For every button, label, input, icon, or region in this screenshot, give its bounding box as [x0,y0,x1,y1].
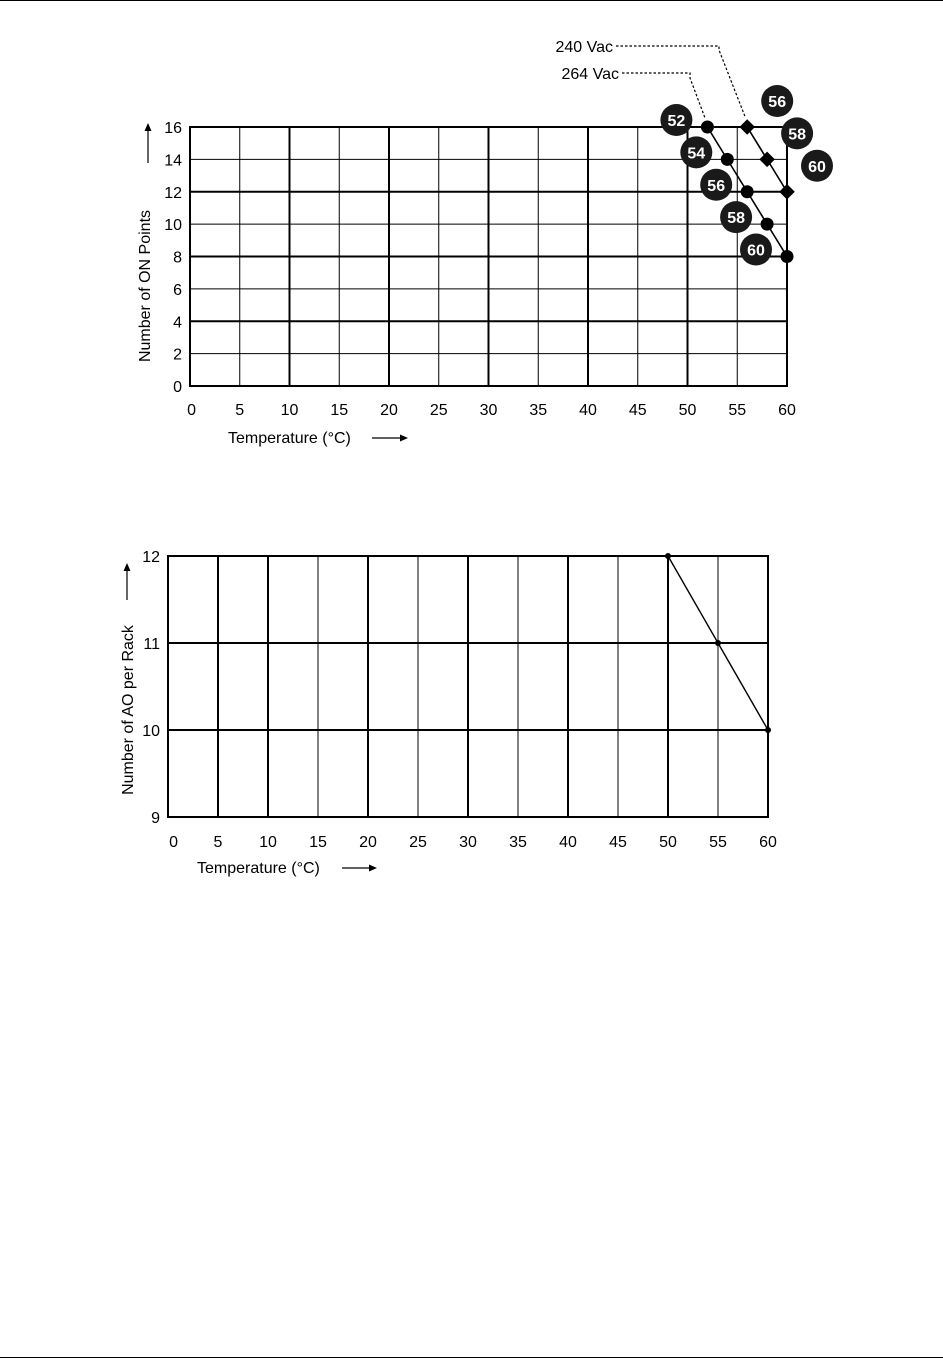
chart1-x-tick-label: 30 [479,402,498,419]
series-240-vac-badge-label: 58 [788,126,806,144]
chart1-x-tick-label: 35 [529,402,548,419]
chart1-y-tick-label: 8 [173,249,182,267]
series-label-264-vac: 264 Vac [561,66,619,83]
series-264-vac-point [781,250,794,263]
chart2-y-tick-label: 9 [151,810,160,827]
ao-series-point [765,727,771,733]
chart1-x-tick-label: 0 [187,402,196,419]
chart2-x-tick-label: 50 [659,834,677,851]
series-264-vac-point [761,218,774,231]
chart1-y-tick-label: 12 [164,184,182,202]
series-label-240-vac: 240 Vac [555,39,613,56]
series-264-vac-badge-label: 52 [667,113,686,130]
chart1-x-tick-label: 50 [678,402,697,419]
series-240-vac-point [739,119,755,135]
chart2-x-tick-label: 0 [169,834,178,851]
chart2-y-tick-label: 11 [143,636,160,653]
chart1-x-tick-label: 20 [380,402,398,419]
series-240-vac-badge-label: 56 [768,94,787,111]
series-264-vac-badge-label: 60 [747,242,765,260]
chart2-ylabel: Number of AO per Rack [120,625,137,795]
chart1-x-tick-label: 10 [280,402,299,419]
chart1-y-tick-label: 4 [173,314,182,332]
ao-per-rack-chart [120,549,777,877]
chart1-x-tick-label: 40 [579,402,597,419]
on-points-chart [137,39,833,447]
chart2-x-tick-label: 55 [709,834,727,851]
chart1-x-tick-label: 45 [628,402,647,419]
ao-series-point [665,553,671,559]
ao-series-point [715,640,721,646]
series-264-vac-point [701,121,714,134]
chart1-y-tick-label: 14 [164,152,182,170]
chart1-y-tick-label: 10 [164,217,182,235]
series-240-vac-point [759,152,775,168]
series-264-vac-badge-label: 58 [727,210,745,228]
chart1-y-tick-label: 6 [173,281,182,299]
chart2-y-tick-label: 10 [142,723,160,740]
chart2-x-tick-label: 30 [459,834,477,851]
chart2-x-tick-label: 15 [309,834,327,851]
chart1-x-tick-label: 25 [429,402,448,419]
chart1-ylabel: Number of ON Points [137,209,154,363]
chart2-x-arrow-head [369,865,377,872]
chart1-x-arrow-head [400,435,408,442]
series-264-vac-point [721,153,734,166]
chart1-y-tick-label: 0 [173,379,182,396]
chart2-x-tick-label: 45 [609,834,627,851]
series-264-vac-badge-label: 56 [707,177,726,195]
chart2-x-tick-label: 20 [359,834,377,851]
chart2-xlabel: Temperature (°C) [197,860,320,877]
chart2-y-arrow-head [124,563,131,571]
chart1-y-arrow-head [145,123,152,131]
series-240-vac-point [779,184,795,200]
chart1-x-tick-label: 55 [728,402,747,419]
chart1-x-tick-label: 5 [235,402,245,419]
chart1-y-tick-label: 2 [173,346,182,364]
chart2-y-tick-label: 12 [142,549,160,566]
chart1-y-tick-label: 16 [164,120,182,137]
chart2-x-tick-label: 60 [759,834,777,851]
chart2-x-tick-label: 40 [559,834,577,851]
chart1-x-tick-label: 15 [330,402,349,419]
chart1-x-tick-label: 60 [778,402,796,419]
series-264-vac-point [741,185,754,198]
series-264-vac-badge-label: 54 [687,145,706,163]
chart2-x-tick-label: 10 [259,834,277,851]
chart2-x-tick-label: 35 [509,834,527,851]
chart1-xlabel: Temperature (°C) [228,430,351,447]
series-240-vac-badge-label: 60 [808,158,826,176]
chart2-x-tick-label: 25 [409,834,427,851]
chart2-x-tick-label: 5 [213,834,223,851]
